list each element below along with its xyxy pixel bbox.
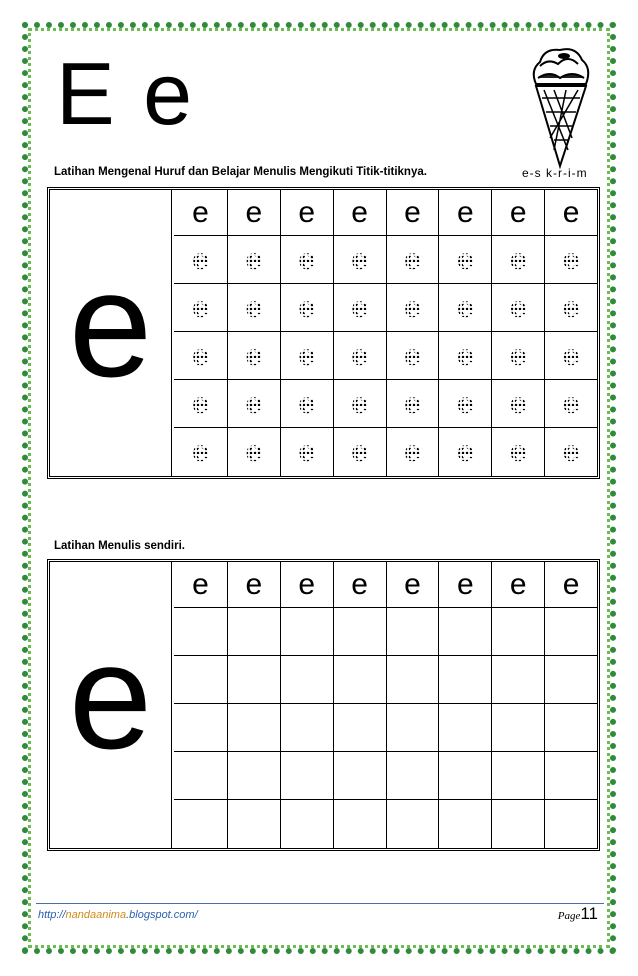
trace-letter-cell[interactable] <box>280 284 333 332</box>
trace-letter-cell[interactable] <box>438 284 491 332</box>
trace-letter-cell[interactable] <box>333 332 386 380</box>
trace-letter-cell[interactable] <box>438 236 491 284</box>
blank-writing-cell[interactable] <box>174 656 227 704</box>
blank-writing-cell[interactable] <box>333 608 386 656</box>
trace-letter-cell[interactable] <box>491 428 544 476</box>
dotted-trace-letter: e <box>192 290 209 324</box>
blank-writing-cell[interactable] <box>491 752 544 800</box>
trace-letter-cell[interactable] <box>544 236 597 284</box>
dotted-trace-letter: e <box>456 338 474 372</box>
blank-writing-cell[interactable] <box>174 704 227 752</box>
dotted-trace-letter: e <box>245 290 263 324</box>
instruction-tracing: Latihan Mengenal Huruf dan Belajar Menulis Mengikuti Titik-titiknya. <box>54 166 427 178</box>
dotted-trace-letter: e <box>509 242 527 276</box>
trace-letter-cell[interactable] <box>386 428 439 476</box>
trace-letter-cell[interactable] <box>280 428 333 476</box>
sample-letter-cell <box>227 190 280 236</box>
sample-letter-cell <box>333 190 386 236</box>
trace-letter-cell[interactable] <box>386 332 439 380</box>
trace-letter-cell[interactable] <box>333 428 386 476</box>
blank-writing-cell[interactable] <box>438 656 491 704</box>
dotted-trace-letter: e <box>456 242 474 276</box>
dotted-trace-letter: e <box>509 386 527 420</box>
trace-letter-cell[interactable] <box>544 332 597 380</box>
footer-url-link[interactable] <box>38 909 198 921</box>
dotted-trace-letter: e <box>298 242 316 276</box>
sample-letter: e <box>456 195 474 229</box>
dotted-trace-letter: e <box>509 435 527 468</box>
trace-letter-cell[interactable] <box>174 332 227 380</box>
trace-letter-cell[interactable] <box>174 428 227 476</box>
dotted-trace-letter: e <box>509 338 527 372</box>
trace-letter-cell[interactable] <box>438 428 491 476</box>
writing-grid <box>174 562 597 848</box>
dotted-trace-letter: e <box>509 290 527 324</box>
dotted-trace-letter: e <box>351 338 368 372</box>
trace-letter-cell[interactable] <box>280 236 333 284</box>
sample-letter-cell <box>438 190 491 236</box>
dotted-trace-letter: e <box>562 386 580 420</box>
dotted-trace-letter: e <box>245 242 263 276</box>
dotted-trace-letter: e <box>245 338 263 372</box>
trace-letter-cell[interactable] <box>333 284 386 332</box>
dotted-trace-letter: e <box>456 290 474 324</box>
sample-letter: e <box>298 195 316 229</box>
blank-writing-cell[interactable] <box>280 752 333 800</box>
sample-letter-cell <box>333 562 386 608</box>
dotted-trace-letter: e <box>192 386 209 420</box>
dotted-trace-letter: e <box>404 290 421 324</box>
trace-letter-cell[interactable] <box>544 428 597 476</box>
ice-cream-icon <box>524 40 596 170</box>
sample-letter-cell <box>280 190 333 236</box>
dotted-trace-letter: e <box>192 242 209 276</box>
blank-writing-cell[interactable] <box>544 656 597 704</box>
trace-letter-cell[interactable] <box>227 380 280 428</box>
dotted-trace-letter: e <box>562 435 580 468</box>
trace-letter-cell[interactable] <box>280 332 333 380</box>
blank-writing-cell[interactable] <box>438 608 491 656</box>
blank-writing-cell[interactable] <box>280 704 333 752</box>
sample-letter: e <box>456 567 474 601</box>
trace-letter-cell[interactable] <box>174 284 227 332</box>
blank-writing-cell[interactable] <box>438 704 491 752</box>
sample-letter: e <box>404 567 421 601</box>
blank-writing-cell[interactable] <box>227 752 280 800</box>
page-number <box>558 904 598 924</box>
sample-letter: e <box>298 567 316 601</box>
trace-letter-cell[interactable] <box>491 380 544 428</box>
picture-caption: e-s k-r-i-m <box>522 166 588 180</box>
tracing-grid <box>174 190 597 476</box>
sample-letter: e <box>351 567 368 601</box>
trace-letter-cell[interactable] <box>227 428 280 476</box>
trace-letter-cell[interactable] <box>333 236 386 284</box>
blank-writing-cell[interactable] <box>333 752 386 800</box>
instruction-free-writing: Latihan Menulis sendiri. <box>54 540 185 552</box>
sample-letter: e <box>562 195 580 229</box>
blank-writing-cell[interactable] <box>386 608 439 656</box>
blank-writing-cell[interactable] <box>491 800 544 848</box>
big-letter-cell <box>50 562 172 848</box>
blank-writing-cell[interactable] <box>227 704 280 752</box>
dotted-trace-letter: e <box>562 290 580 324</box>
blank-writing-cell[interactable] <box>491 608 544 656</box>
trace-letter-cell[interactable] <box>491 236 544 284</box>
dotted-trace-letter: e <box>456 386 474 420</box>
blank-writing-cell[interactable] <box>544 704 597 752</box>
trace-letter-cell[interactable] <box>333 380 386 428</box>
blank-writing-cell[interactable] <box>333 656 386 704</box>
trace-letter-cell[interactable] <box>227 236 280 284</box>
sample-letter: e <box>192 195 209 229</box>
sample-letter-cell <box>491 190 544 236</box>
url-suffix: .blogspot.com/ <box>126 909 198 921</box>
trace-letter-cell[interactable] <box>544 284 597 332</box>
footer-divider <box>36 903 604 904</box>
dotted-trace-letter: e <box>298 338 316 372</box>
blank-writing-cell[interactable] <box>333 800 386 848</box>
sample-letter-cell <box>491 562 544 608</box>
sample-letter: e <box>192 567 209 601</box>
dotted-trace-letter: e <box>351 290 368 324</box>
sample-letter-cell <box>386 562 439 608</box>
trace-letter-cell[interactable] <box>386 236 439 284</box>
blank-writing-cell[interactable] <box>280 608 333 656</box>
url-prefix: http:// <box>38 909 66 921</box>
sample-letter: e <box>404 195 421 229</box>
dotted-trace-letter: e <box>404 242 421 276</box>
sample-letter-cell <box>438 562 491 608</box>
blank-writing-cell[interactable] <box>491 704 544 752</box>
sample-letter: e <box>245 195 263 229</box>
dotted-trace-letter: e <box>192 435 209 468</box>
trace-letter-cell[interactable] <box>438 332 491 380</box>
trace-letter-cell[interactable] <box>544 380 597 428</box>
sample-letter: e <box>351 195 368 229</box>
blank-writing-cell[interactable] <box>386 656 439 704</box>
sample-letter: e <box>509 567 527 601</box>
trace-letter-cell[interactable] <box>491 332 544 380</box>
blank-writing-cell[interactable] <box>174 800 227 848</box>
url-highlight: nandaanima <box>65 909 127 921</box>
blank-writing-cell[interactable] <box>491 656 544 704</box>
blank-writing-cell[interactable] <box>386 752 439 800</box>
dotted-trace-letter: e <box>351 386 368 420</box>
blank-writing-cell[interactable] <box>227 800 280 848</box>
tracing-worksheet <box>47 187 600 479</box>
sample-letter-cell <box>174 190 227 236</box>
trace-letter-cell[interactable] <box>227 332 280 380</box>
sample-letter: e <box>509 195 527 229</box>
blank-writing-cell[interactable] <box>544 800 597 848</box>
blank-writing-cell[interactable] <box>386 800 439 848</box>
trace-letter-cell[interactable] <box>491 284 544 332</box>
dotted-trace-letter: e <box>245 386 263 420</box>
trace-letter-cell[interactable] <box>174 380 227 428</box>
blank-writing-cell[interactable] <box>280 656 333 704</box>
dotted-trace-letter: e <box>404 338 421 372</box>
sample-letter-cell <box>544 562 597 608</box>
blank-writing-cell[interactable] <box>333 704 386 752</box>
dotted-trace-letter: e <box>298 435 316 468</box>
trace-letter-cell[interactable] <box>438 380 491 428</box>
sample-letter-cell <box>174 562 227 608</box>
trace-letter-cell[interactable] <box>386 380 439 428</box>
blank-writing-cell[interactable] <box>174 608 227 656</box>
dotted-trace-letter: e <box>351 242 368 276</box>
dotted-trace-letter: e <box>298 290 316 324</box>
page-title: E e <box>56 44 195 143</box>
trace-letter-cell[interactable] <box>227 284 280 332</box>
blank-writing-cell[interactable] <box>280 800 333 848</box>
dotted-trace-letter: e <box>456 435 474 468</box>
blank-writing-cell[interactable] <box>544 608 597 656</box>
sample-letter-cell <box>227 562 280 608</box>
sample-letter: e <box>562 567 580 601</box>
dotted-trace-letter: e <box>562 242 580 276</box>
big-letter: e <box>68 612 153 780</box>
sample-letter-cell <box>386 190 439 236</box>
big-letter: e <box>68 240 153 408</box>
blank-writing-cell[interactable] <box>544 752 597 800</box>
sample-letter-cell <box>280 562 333 608</box>
free-writing-worksheet <box>47 559 600 851</box>
blank-writing-cell[interactable] <box>227 656 280 704</box>
sample-letter: e <box>245 567 263 601</box>
sample-letter-cell <box>544 190 597 236</box>
blank-writing-cell[interactable] <box>386 704 439 752</box>
page-number-value: 11 <box>580 904 598 923</box>
blank-writing-cell[interactable] <box>438 800 491 848</box>
dotted-trace-letter: e <box>245 435 263 468</box>
blank-writing-cell[interactable] <box>438 752 491 800</box>
dotted-trace-letter: e <box>562 338 580 372</box>
blank-writing-cell[interactable] <box>174 752 227 800</box>
page-label: Page <box>557 910 581 922</box>
trace-letter-cell[interactable] <box>386 284 439 332</box>
dotted-trace-letter: e <box>404 386 421 420</box>
trace-letter-cell[interactable] <box>174 236 227 284</box>
dotted-trace-letter: e <box>351 435 368 468</box>
dotted-trace-letter: e <box>192 338 209 372</box>
big-letter-cell <box>50 190 172 476</box>
dotted-trace-letter: e <box>404 435 421 468</box>
trace-letter-cell[interactable] <box>280 380 333 428</box>
blank-writing-cell[interactable] <box>227 608 280 656</box>
dotted-trace-letter: e <box>298 386 316 420</box>
